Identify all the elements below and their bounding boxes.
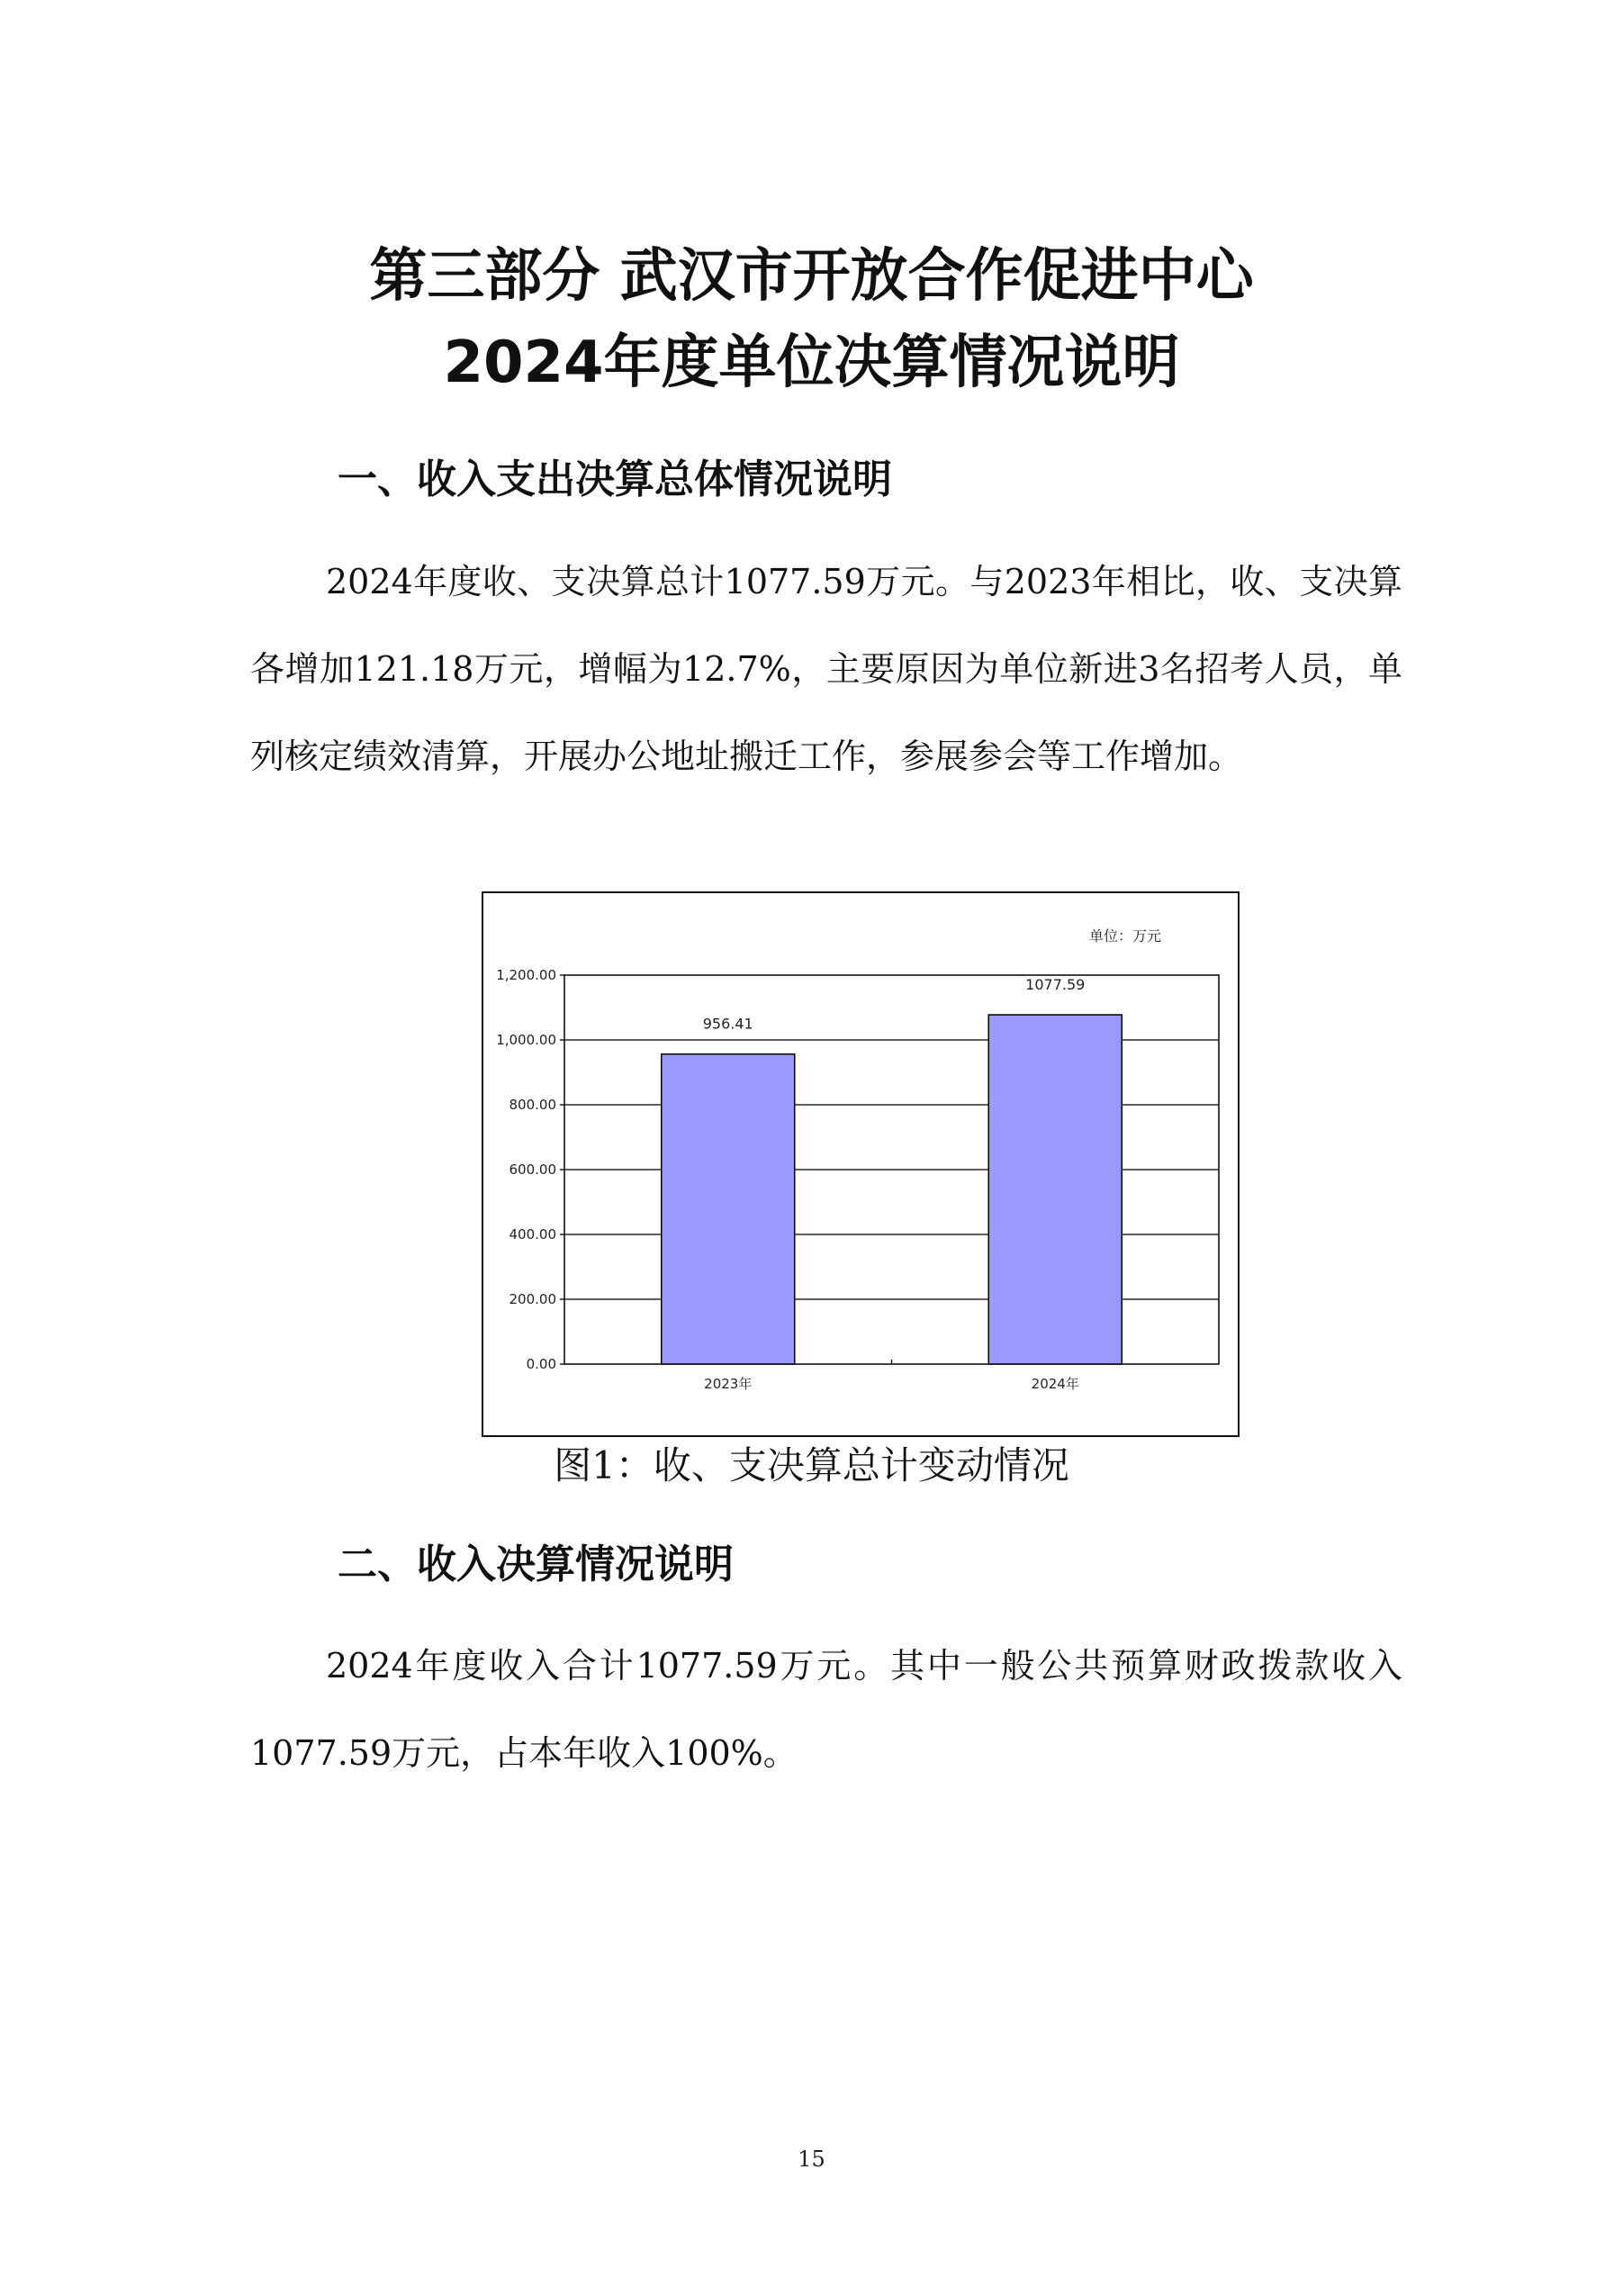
page-title-line-1: 第三部分 武汉市开放合作促进中心 [369,243,1254,310]
y-tick-label: 800.00 [509,1097,556,1113]
figure-1-chart [482,891,1240,1437]
bar [988,1015,1122,1364]
bar-chart-svg [483,893,1238,1435]
y-tick-label: 200.00 [509,1291,556,1307]
x-tick-label: 2023年 [704,1376,753,1392]
x-tick-label: 2024年 [1031,1376,1079,1392]
section-1-heading: 一、收入支出决算总体情况说明 [338,456,892,502]
page-title-line-2: 2024年度单位决算情况说明 [443,330,1180,396]
figure-1-caption: 图1：收、支决算总计变动情况 [554,1443,1069,1487]
section-2-heading: 二、收入决算情况说明 [338,1541,734,1587]
y-tick-label: 1,000.00 [496,1032,556,1048]
data-label: 1077.59 [1025,976,1086,994]
data-label: 956.41 [702,1015,753,1033]
y-tick-label: 1,200.00 [496,967,556,983]
y-tick-label: 0.00 [526,1356,556,1372]
bar [662,1054,795,1364]
section-1-paragraph: 2024年度收、支决算总计1077.59万元。与2023年相比，收、支决算各增加121.18万元，增幅为12.7%，主要原因为单位新进3名招考人员，单列核定绩效清算，开展办公地址搬迁工作，参展参会等工作增加。 [250,562,1402,776]
y-tick-label: 600.00 [509,1162,556,1178]
y-tick-label: 400.00 [509,1226,556,1243]
section-2-paragraph: 2024年度收入合计1077.59万元。其中一般公共预算财政拨款收入1077.59万元，占本年收入100%。 [250,1646,1402,1773]
unit-label: 单位：万元 [1088,927,1161,945]
page-number: 15 [798,2147,825,2172]
